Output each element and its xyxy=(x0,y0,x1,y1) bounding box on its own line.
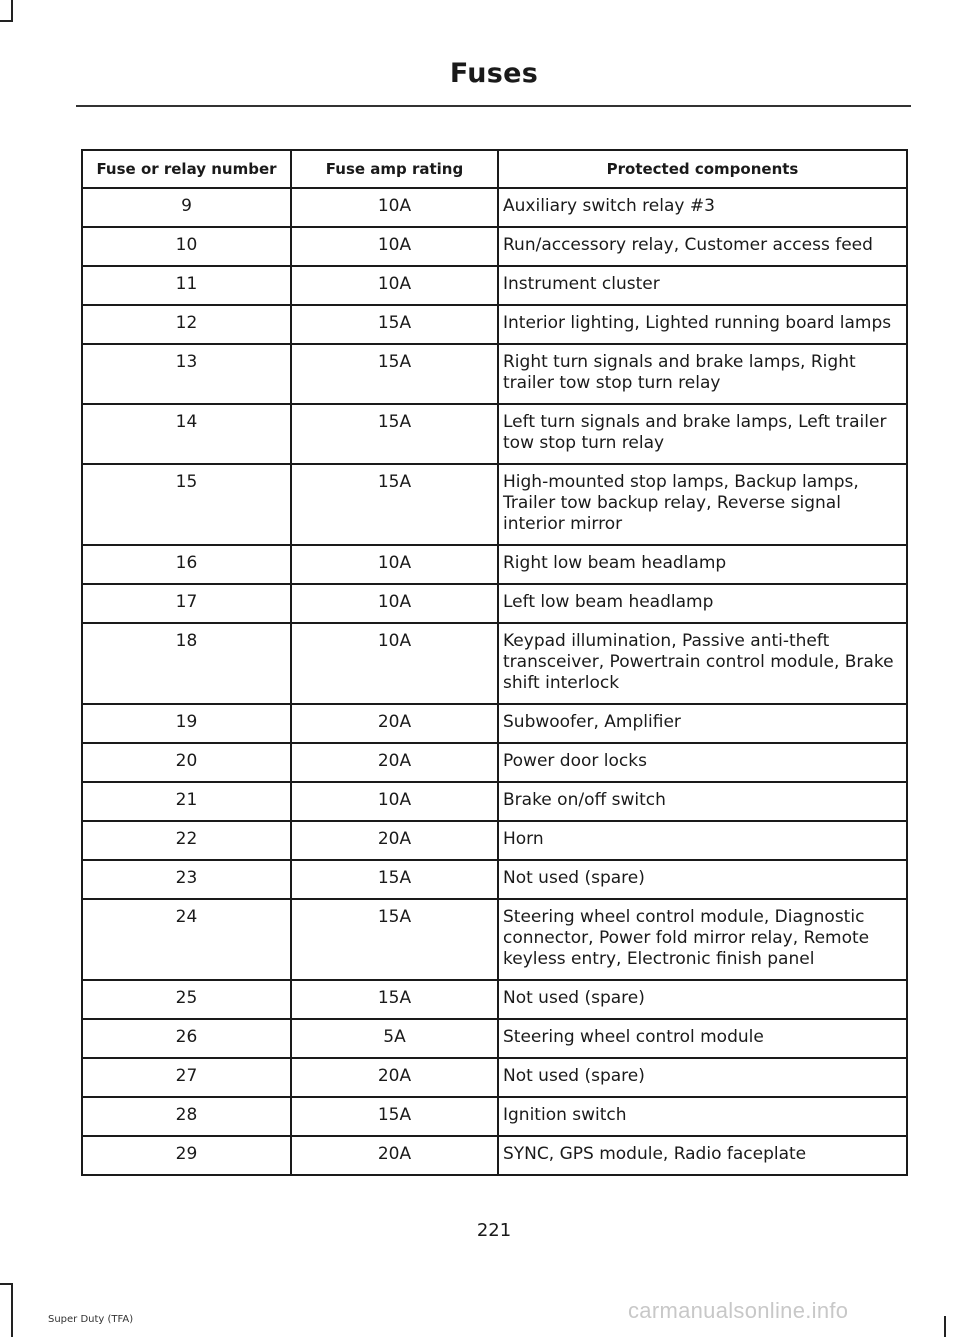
protected-components-cell: Not used (spare) xyxy=(498,1058,907,1097)
amp-rating-cell: 10A xyxy=(291,782,498,821)
crop-mark-top-left-v xyxy=(11,0,13,22)
fuse-number-cell: 21 xyxy=(82,782,291,821)
footer-model-label: Super Duty (TFA) xyxy=(48,1314,134,1325)
amp-rating-cell: 10A xyxy=(291,227,498,266)
page-title: Fuses xyxy=(449,58,539,89)
table-row xyxy=(82,782,907,821)
amp-rating-cell: 10A xyxy=(291,623,498,704)
amp-rating-cell: 15A xyxy=(291,860,498,899)
fuse-number-cell: 15 xyxy=(82,464,291,545)
protected-components-cell: Instrument cluster xyxy=(498,266,907,305)
protected-components-cell: Auxiliary switch relay #3 xyxy=(498,188,907,227)
table-row xyxy=(82,188,907,227)
table-row xyxy=(82,1097,907,1136)
amp-rating-cell: 10A xyxy=(291,266,498,305)
fuse-number-cell: 28 xyxy=(82,1097,291,1136)
protected-components-cell: SYNC, GPS module, Radio faceplate xyxy=(498,1136,907,1175)
amp-rating-cell: 5A xyxy=(291,1019,498,1058)
table-row xyxy=(82,545,907,584)
table-row xyxy=(82,1136,907,1175)
table-row xyxy=(82,305,907,344)
fuse-number-cell: 12 xyxy=(82,305,291,344)
table-row xyxy=(82,227,907,266)
protected-components-cell: Subwoofer, Amplifier xyxy=(498,704,907,743)
crop-mark-top-left-h xyxy=(0,20,13,22)
protected-components-cell: Horn xyxy=(498,821,907,860)
header-amp-rating: Fuse amp rating xyxy=(291,150,498,188)
protected-components-cell: Not used (spare) xyxy=(498,980,907,1019)
fuse-number-cell: 23 xyxy=(82,860,291,899)
fuse-table xyxy=(81,149,908,1176)
fuse-number-cell: 17 xyxy=(82,584,291,623)
amp-rating-cell: 15A xyxy=(291,305,498,344)
protected-components-cell: Keypad illumination, Passive anti-theft transceiver, Powertrain control module, Brake shift interlock xyxy=(498,623,907,704)
protected-components-cell: Not used (spare) xyxy=(498,860,907,899)
amp-rating-cell: 20A xyxy=(291,821,498,860)
protected-components-cell: Left low beam headlamp xyxy=(498,584,907,623)
protected-components-cell: Ignition switch xyxy=(498,1097,907,1136)
protected-components-cell: Right low beam headlamp xyxy=(498,545,907,584)
amp-rating-cell: 20A xyxy=(291,1136,498,1175)
fuse-number-cell: 26 xyxy=(82,1019,291,1058)
amp-rating-cell: 10A xyxy=(291,545,498,584)
fuse-number-cell: 22 xyxy=(82,821,291,860)
protected-components-cell: Run/accessory relay, Customer access feed xyxy=(498,227,907,266)
fuse-number-cell: 20 xyxy=(82,743,291,782)
fuse-number-cell: 16 xyxy=(82,545,291,584)
table-row xyxy=(82,743,907,782)
fuse-number-cell: 19 xyxy=(82,704,291,743)
fuse-number-cell: 14 xyxy=(82,404,291,464)
protected-components-cell: Steering wheel control module, Diagnostic connector, Power fold mirror relay, Remote keyless entry, Electronic finish panel xyxy=(498,899,907,980)
amp-rating-cell: 10A xyxy=(291,188,498,227)
fuse-number-cell: 13 xyxy=(82,344,291,404)
page-number: 221 xyxy=(476,1220,512,1241)
amp-rating-cell: 15A xyxy=(291,899,498,980)
fuse-number-cell: 11 xyxy=(82,266,291,305)
table-row xyxy=(82,584,907,623)
table-row xyxy=(82,860,907,899)
table-row xyxy=(82,899,907,980)
protected-components-cell: Right turn signals and brake lamps, Right trailer tow stop turn relay xyxy=(498,344,907,404)
amp-rating-cell: 15A xyxy=(291,404,498,464)
fuse-number-cell: 24 xyxy=(82,899,291,980)
crop-mark-bottom-right-v xyxy=(944,1316,946,1337)
table-row xyxy=(82,404,907,464)
table-row xyxy=(82,704,907,743)
header-protected-components: Protected components xyxy=(498,150,907,188)
table-row xyxy=(82,1019,907,1058)
protected-components-cell: Power door locks xyxy=(498,743,907,782)
table-row xyxy=(82,344,907,404)
amp-rating-cell: 15A xyxy=(291,980,498,1019)
fuse-number-cell: 9 xyxy=(82,188,291,227)
fuse-number-cell: 10 xyxy=(82,227,291,266)
amp-rating-cell: 15A xyxy=(291,344,498,404)
crop-mark-bottom-left-h xyxy=(0,1283,13,1285)
crop-mark-bottom-left-v xyxy=(11,1283,13,1337)
amp-rating-cell: 15A xyxy=(291,1097,498,1136)
amp-rating-cell: 15A xyxy=(291,464,498,545)
fuse-table-body xyxy=(82,188,907,1175)
table-row xyxy=(82,821,907,860)
fuse-number-cell: 18 xyxy=(82,623,291,704)
fuse-number-cell: 27 xyxy=(82,1058,291,1097)
title-divider xyxy=(76,105,911,107)
protected-components-cell: Left turn signals and brake lamps, Left trailer tow stop turn relay xyxy=(498,404,907,464)
table-row xyxy=(82,464,907,545)
protected-components-cell: High-mounted stop lamps, Backup lamps, Trailer tow backup relay, Reverse signal interior mirror xyxy=(498,464,907,545)
table-header-row xyxy=(82,150,907,188)
protected-components-cell: Steering wheel control module xyxy=(498,1019,907,1058)
protected-components-cell: Brake on/off switch xyxy=(498,782,907,821)
protected-components-cell: Interior lighting, Lighted running board lamps xyxy=(498,305,907,344)
table-row xyxy=(82,266,907,305)
table-row xyxy=(82,980,907,1019)
watermark: carmanualsonline.info xyxy=(628,1298,849,1323)
fuse-number-cell: 29 xyxy=(82,1136,291,1175)
amp-rating-cell: 20A xyxy=(291,1058,498,1097)
table-row xyxy=(82,623,907,704)
fuse-number-cell: 25 xyxy=(82,980,291,1019)
header-fuse-number: Fuse or relay number xyxy=(82,150,291,188)
amp-rating-cell: 20A xyxy=(291,743,498,782)
amp-rating-cell: 10A xyxy=(291,584,498,623)
amp-rating-cell: 20A xyxy=(291,704,498,743)
table-row xyxy=(82,1058,907,1097)
